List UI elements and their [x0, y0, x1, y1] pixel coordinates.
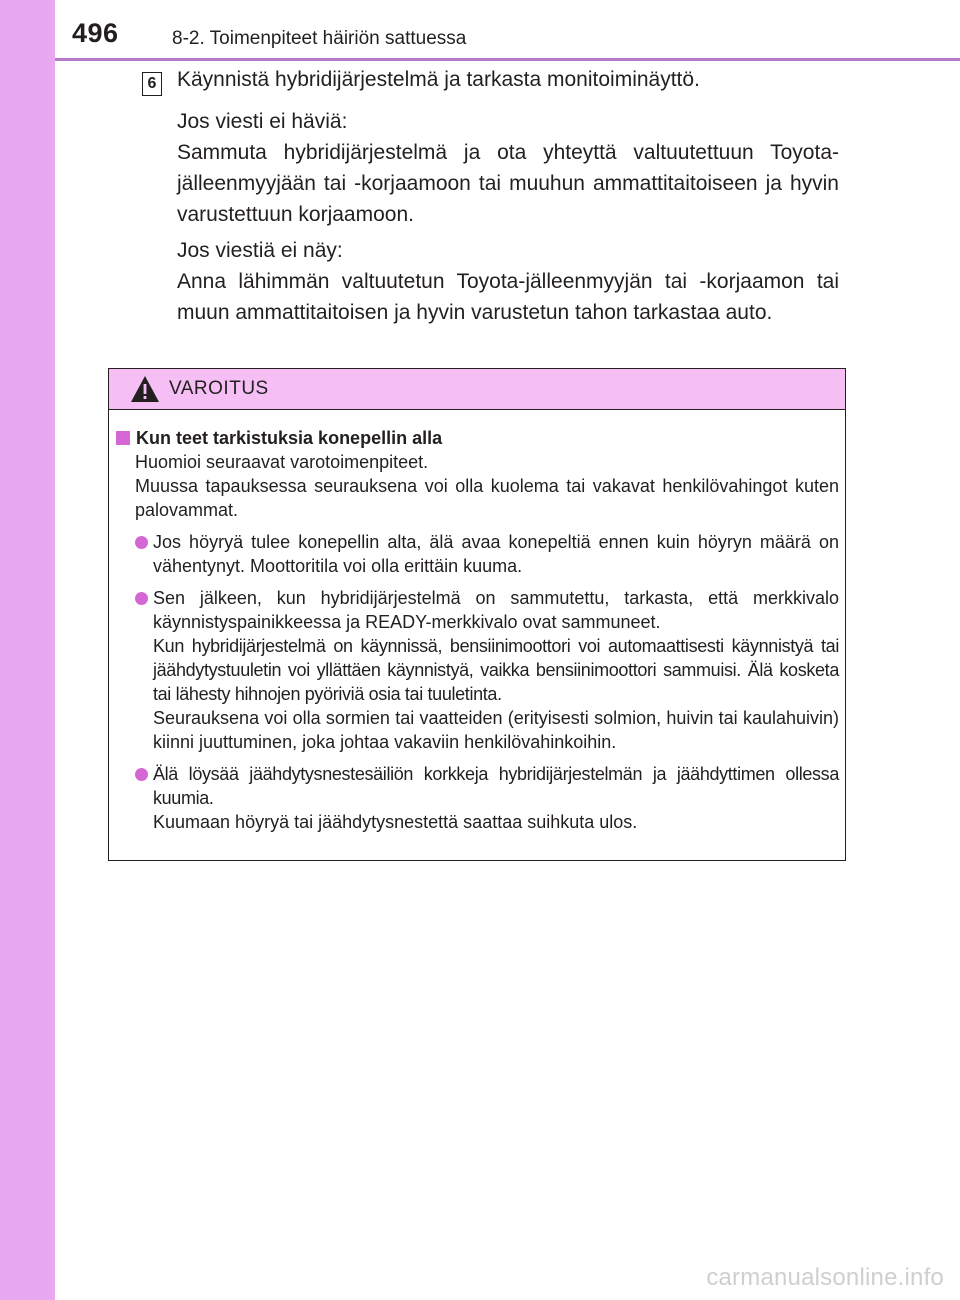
warning-content — [116, 426, 839, 834]
section-title: 8-2. Toimenpiteet häiriön sattuessa — [172, 28, 467, 49]
bullet-text: Sen jälkeen, kun hybridijärjestelmä on sammutettu, tarkasta, että merkkivalo käynnistyspainikkeessa ja READY-merkkivalo ovat sammuneet. — [153, 588, 839, 632]
bullet-text: Älä löysää jäähdytysnestesäiliön korkkeja hybridijärjestelmän ja jäähdyttimen ollessa kuumia. — [153, 764, 839, 808]
round-bullet-icon — [135, 592, 148, 605]
page-number: 496 — [72, 18, 119, 48]
bullet-text-2: Kuumaan höyryä tai jäähdytysnestettä saattaa suihkuta ulos. — [153, 812, 638, 832]
warning-bullet-3 — [116, 762, 839, 834]
warning-bullet-2 — [116, 586, 839, 754]
warning-intro-2: Muussa tapauksessa seurauksena voi olla kuolema tai vakavat henkilövahingot kuten palovammat. — [135, 476, 839, 520]
case2-label: Jos viestiä ei näy: — [177, 239, 343, 262]
watermark: carmanualsonline.info — [706, 1264, 944, 1291]
warning-header — [109, 369, 845, 410]
step-number-badge: 6 — [142, 72, 162, 96]
round-bullet-icon — [135, 768, 148, 781]
case1-text: Sammuta hybridijärjestelmä ja ota yhteyttä valtuutettuun Toyota-jälleenmyyjään tai -korjaamoon tai muuhun ammattitaitoiseen ja hyvin varustettuun korjaamoon. — [177, 141, 839, 226]
warning-triangle-icon — [130, 375, 160, 403]
round-bullet-icon — [135, 536, 148, 549]
bullet-text-2: Kun hybridijärjestelmä on käynnissä, bensiinimoottori voi automaattisesti käynnistyä tai jäähdytystuuletin voi yllättäen käynnistyä, vaikka bensiinimoottori sammuisi. Älä kosketa tai lähesty hihnojen pyöriviä osia tai tuuletinta. — [153, 636, 839, 704]
warning-subheading — [116, 426, 839, 450]
step-body — [177, 106, 839, 328]
warning-title: VAROITUS — [169, 378, 269, 399]
warning-intro-1: Huomioi seuraavat varotoimenpiteet. — [135, 452, 429, 472]
warning-heading-text: Kun teet tarkistuksia konepellin alla — [136, 428, 443, 448]
warning-bullet-1 — [116, 530, 839, 578]
step-title: Käynnistä hybridijärjestelmä ja tarkasta monitoiminäyttö. — [177, 68, 700, 91]
square-bullet-icon — [116, 431, 130, 445]
chapter-side-band — [0, 0, 55, 1300]
case2-text: Anna lähimmän valtuutetun Toyota-jälleenmyyjän tai -korjaamon tai muun ammattitaitoisen ja hyvin varustetun tahon tarkastaa auto. — [177, 270, 839, 324]
warning-box — [108, 368, 846, 861]
case1-label: Jos viesti ei häviä: — [177, 110, 348, 133]
bullet-text-3: Seurauksena voi olla sormien tai vaatteiden (erityisesti solmion, huivin tai kaulahuivin) kiinni juuttuminen, joka johtaa vakaviin henkilövahinkoihin. — [153, 708, 839, 752]
header-divider — [55, 58, 960, 61]
bullet-text: Jos höyryä tulee konepellin alta, älä avaa konepeltiä ennen kuin höyryn määrä on vähentynyt. Moottoritila voi olla erittäin kuuma. — [153, 532, 839, 576]
